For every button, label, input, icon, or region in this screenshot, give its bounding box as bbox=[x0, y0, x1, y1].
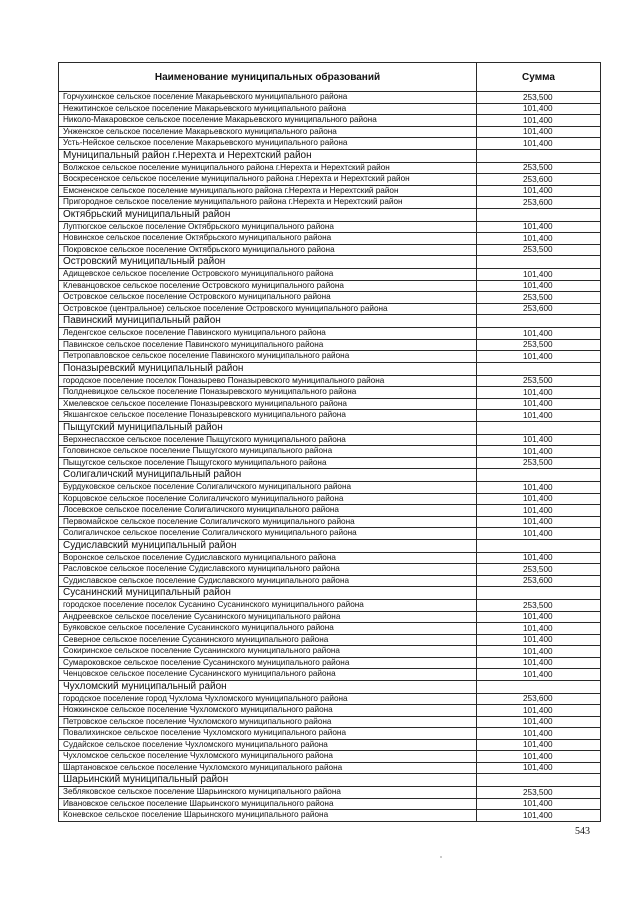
table-row bbox=[59, 810, 601, 822]
sum-cell: 101,400 bbox=[477, 410, 601, 422]
settlement-name-cell: Усть-Нейское сельское поселение Макарьевского муниципального района bbox=[59, 138, 477, 150]
table-row bbox=[59, 387, 601, 399]
table-row bbox=[59, 197, 601, 209]
district-group-row bbox=[59, 149, 601, 162]
sum-cell: 101,400 bbox=[477, 115, 601, 127]
settlement-name-cell: Горчухинское сельское поселение Макарьевского муниципального района bbox=[59, 92, 477, 104]
settlement-name-cell: Полдневицкое сельское поселение Поназыревского муниципального района bbox=[59, 387, 477, 399]
table-row bbox=[59, 162, 601, 174]
settlement-name-cell: Якшангское сельское поселение Поназыревского муниципального района bbox=[59, 410, 477, 422]
sum-cell bbox=[477, 315, 601, 328]
sum-cell: 101,400 bbox=[477, 634, 601, 646]
table-row bbox=[59, 221, 601, 233]
table-row bbox=[59, 244, 601, 256]
sum-cell: 101,400 bbox=[477, 328, 601, 340]
sum-cell: 101,400 bbox=[477, 552, 601, 564]
district-name-cell: Островский муниципальный район bbox=[59, 256, 477, 269]
sum-cell: 101,400 bbox=[477, 646, 601, 658]
table-row bbox=[59, 434, 601, 446]
table-row bbox=[59, 716, 601, 728]
settlement-name-cell: Сокиринское сельское поселение Сусанинского муниципального района bbox=[59, 646, 477, 658]
sum-cell: 101,400 bbox=[477, 728, 601, 740]
sum-cell: 253,600 bbox=[477, 197, 601, 209]
table-row bbox=[59, 280, 601, 292]
sum-cell: 101,400 bbox=[477, 528, 601, 540]
table-row bbox=[59, 269, 601, 281]
table-row bbox=[59, 92, 601, 104]
sum-cell: 253,600 bbox=[477, 693, 601, 705]
settlement-name-cell: городское поселение поселок Поназырево Поназыревского муниципального района bbox=[59, 375, 477, 387]
settlement-name-cell: Головинское сельское поселение Пыщугского муниципального района bbox=[59, 446, 477, 458]
sum-cell: 253,500 bbox=[477, 787, 601, 799]
district-name-cell: Сусанинский муниципальный район bbox=[59, 587, 477, 600]
table-row bbox=[59, 375, 601, 387]
settlement-name-cell: Воронское сельское поселение Судиславского муниципального района bbox=[59, 552, 477, 564]
column-header-sum: Сумма bbox=[477, 63, 601, 92]
sum-cell: 101,400 bbox=[477, 493, 601, 505]
settlement-name-cell: Клеванцовское сельское поселение Островского муниципального района bbox=[59, 280, 477, 292]
table-body bbox=[59, 92, 601, 822]
settlement-name-cell: Зебляковское сельское поселение Шарьинского муниципального района bbox=[59, 787, 477, 799]
district-group-row bbox=[59, 421, 601, 434]
sum-cell: 101,400 bbox=[477, 705, 601, 717]
settlement-name-cell: Лосевское сельское поселение Солигаличского муниципального района bbox=[59, 505, 477, 517]
sum-cell: 253,600 bbox=[477, 174, 601, 186]
table-row bbox=[59, 739, 601, 751]
table-row bbox=[59, 138, 601, 150]
district-group-row bbox=[59, 469, 601, 482]
settlement-name-cell: Унженское сельское поселение Макарьевского муниципального района bbox=[59, 126, 477, 138]
settlement-name-cell: Первомайское сельское поселение Солигаличского муниципального района bbox=[59, 516, 477, 528]
sum-cell bbox=[477, 539, 601, 552]
settlement-name-cell: Петровское сельское поселение Чухломского муниципального района bbox=[59, 716, 477, 728]
sum-cell: 253,500 bbox=[477, 244, 601, 256]
settlement-name-cell: Шартановское сельское поселение Чухломского муниципального района bbox=[59, 762, 477, 774]
table-row bbox=[59, 693, 601, 705]
district-name-cell: Солигаличский муниципальный район bbox=[59, 469, 477, 482]
table-row bbox=[59, 705, 601, 717]
table-row bbox=[59, 634, 601, 646]
budget-allocation-table bbox=[58, 62, 601, 822]
column-header-name: Наименование муниципальных образований bbox=[59, 63, 477, 92]
sum-cell: 253,500 bbox=[477, 162, 601, 174]
sum-cell: 101,400 bbox=[477, 762, 601, 774]
table-row bbox=[59, 351, 601, 363]
district-name-cell: Шарьинский муниципальный район bbox=[59, 774, 477, 787]
table-header-row bbox=[59, 63, 601, 92]
sum-cell: 253,500 bbox=[477, 92, 601, 104]
sum-cell: 253,600 bbox=[477, 303, 601, 315]
sum-cell bbox=[477, 587, 601, 600]
settlement-name-cell: Буяковское сельское поселение Сусанинского муниципального района bbox=[59, 623, 477, 635]
scan-speck bbox=[440, 856, 442, 858]
district-name-cell: Судиславский муниципальный район bbox=[59, 539, 477, 552]
settlement-name-cell: городское поселение поселок Сусанино Сусанинского муниципального района bbox=[59, 600, 477, 612]
sum-cell bbox=[477, 421, 601, 434]
table-row bbox=[59, 646, 601, 658]
sum-cell: 101,400 bbox=[477, 351, 601, 363]
sum-cell: 101,400 bbox=[477, 387, 601, 399]
sum-cell: 253,500 bbox=[477, 600, 601, 612]
table-row bbox=[59, 751, 601, 763]
table-row bbox=[59, 657, 601, 669]
settlement-name-cell: Покровское сельское поселение Октябрьского муниципального района bbox=[59, 244, 477, 256]
sum-cell bbox=[477, 362, 601, 375]
sum-cell bbox=[477, 680, 601, 693]
sum-cell bbox=[477, 774, 601, 787]
settlement-name-cell: городское поселение город Чухлома Чухломского муниципального района bbox=[59, 693, 477, 705]
table-row bbox=[59, 728, 601, 740]
sum-cell: 101,400 bbox=[477, 505, 601, 517]
settlement-name-cell: Леденгское сельское поселение Павинского муниципального района bbox=[59, 328, 477, 340]
sum-cell: 101,400 bbox=[477, 434, 601, 446]
sum-cell: 101,400 bbox=[477, 185, 601, 197]
sum-cell: 101,400 bbox=[477, 798, 601, 810]
table-row bbox=[59, 115, 601, 127]
table-row bbox=[59, 787, 601, 799]
district-name-cell: Павинский муниципальный район bbox=[59, 315, 477, 328]
district-group-row bbox=[59, 256, 601, 269]
table-row bbox=[59, 328, 601, 340]
sum-cell: 101,400 bbox=[477, 221, 601, 233]
sum-cell: 101,400 bbox=[477, 482, 601, 494]
settlement-name-cell: Нежитинское сельское поселение Макарьевского муниципального района bbox=[59, 103, 477, 115]
sum-cell: 101,400 bbox=[477, 233, 601, 245]
settlement-name-cell: Воскресенское сельское поселение муниципального района г.Нерехта и Нерехтский район bbox=[59, 174, 477, 186]
table-row bbox=[59, 575, 601, 587]
district-name-cell: Поназыревский муниципальный район bbox=[59, 362, 477, 375]
settlement-name-cell: Островское (центральное) сельское поселение Островского муниципального района bbox=[59, 303, 477, 315]
settlement-name-cell: Сумароковское сельское поселение Сусанинского муниципального района bbox=[59, 657, 477, 669]
settlement-name-cell: Ивановское сельское поселение Шарьинского муниципального района bbox=[59, 798, 477, 810]
sum-cell: 101,400 bbox=[477, 269, 601, 281]
page-number: 543 bbox=[575, 826, 590, 837]
table-row bbox=[59, 762, 601, 774]
sum-cell: 253,600 bbox=[477, 575, 601, 587]
sum-cell: 101,400 bbox=[477, 516, 601, 528]
settlement-name-cell: Николо-Макаровское сельское поселение Макарьевского муниципального района bbox=[59, 115, 477, 127]
settlement-name-cell: Островское сельское поселение Островского муниципального района bbox=[59, 292, 477, 304]
table-row bbox=[59, 505, 601, 517]
settlement-name-cell: Ченцовское сельское поселение Сусанинского муниципального района bbox=[59, 669, 477, 681]
settlement-name-cell: Судайское сельское поселение Чухломского муниципального района bbox=[59, 739, 477, 751]
sum-cell: 101,400 bbox=[477, 280, 601, 292]
sum-cell: 101,400 bbox=[477, 751, 601, 763]
district-name-cell: Чухломский муниципальный район bbox=[59, 680, 477, 693]
sum-cell: 101,400 bbox=[477, 716, 601, 728]
table-row bbox=[59, 669, 601, 681]
district-group-row bbox=[59, 680, 601, 693]
table-row bbox=[59, 564, 601, 576]
table-row bbox=[59, 126, 601, 138]
sum-cell: 101,400 bbox=[477, 810, 601, 822]
table-row bbox=[59, 457, 601, 469]
sum-cell: 101,400 bbox=[477, 611, 601, 623]
sum-cell: 101,400 bbox=[477, 657, 601, 669]
table-row bbox=[59, 398, 601, 410]
table-row bbox=[59, 303, 601, 315]
sum-cell: 101,400 bbox=[477, 126, 601, 138]
sum-cell: 101,400 bbox=[477, 446, 601, 458]
settlement-name-cell: Павинское сельское поселение Павинского муниципального района bbox=[59, 339, 477, 351]
table-row bbox=[59, 611, 601, 623]
sum-cell: 253,500 bbox=[477, 292, 601, 304]
district-name-cell: Муниципальный район г.Нерехта и Нерехтский район bbox=[59, 149, 477, 162]
district-group-row bbox=[59, 315, 601, 328]
sum-cell bbox=[477, 208, 601, 221]
table-row bbox=[59, 292, 601, 304]
table-row bbox=[59, 528, 601, 540]
table-row bbox=[59, 174, 601, 186]
table-row bbox=[59, 103, 601, 115]
sum-cell: 253,500 bbox=[477, 339, 601, 351]
district-group-row bbox=[59, 587, 601, 600]
sum-cell: 101,400 bbox=[477, 739, 601, 751]
settlement-name-cell: Расловское сельское поселение Судиславского муниципального района bbox=[59, 564, 477, 576]
table-row bbox=[59, 623, 601, 635]
settlement-name-cell: Солигаличское сельское поселение Солигаличского муниципального района bbox=[59, 528, 477, 540]
settlement-name-cell: Корцовское сельское поселение Солигаличского муниципального района bbox=[59, 493, 477, 505]
settlement-name-cell: Волжское сельское поселение муниципального района г.Нерехта и Нерехтский район bbox=[59, 162, 477, 174]
table-row bbox=[59, 233, 601, 245]
settlement-name-cell: Северное сельское поселение Сусанинского муниципального района bbox=[59, 634, 477, 646]
settlement-name-cell: Бурдуковское сельское поселение Солигаличского муниципального района bbox=[59, 482, 477, 494]
sum-cell bbox=[477, 469, 601, 482]
settlement-name-cell: Адищевское сельское поселение Островского муниципального района bbox=[59, 269, 477, 281]
settlement-name-cell: Пригородное сельское поселение муниципального района г.Нерехта и Нерехтский район bbox=[59, 197, 477, 209]
table-row bbox=[59, 482, 601, 494]
settlement-name-cell: Андреевское сельское поселение Сусанинского муниципального района bbox=[59, 611, 477, 623]
sum-cell: 253,500 bbox=[477, 375, 601, 387]
sum-cell: 101,400 bbox=[477, 138, 601, 150]
sum-cell: 101,400 bbox=[477, 398, 601, 410]
sum-cell: 253,500 bbox=[477, 457, 601, 469]
table-row bbox=[59, 600, 601, 612]
settlement-name-cell: Чухломское сельское поселение Чухломского муниципального района bbox=[59, 751, 477, 763]
district-group-row bbox=[59, 208, 601, 221]
sum-cell bbox=[477, 256, 601, 269]
district-group-row bbox=[59, 774, 601, 787]
settlement-name-cell: Повалихинское сельское поселение Чухломского муниципального района bbox=[59, 728, 477, 740]
sum-cell: 253,500 bbox=[477, 564, 601, 576]
sum-cell: 101,400 bbox=[477, 669, 601, 681]
settlement-name-cell: Судиславское сельское поселение Судиславского муниципального района bbox=[59, 575, 477, 587]
district-group-row bbox=[59, 539, 601, 552]
sum-cell: 101,400 bbox=[477, 103, 601, 115]
settlement-name-cell: Ножкинское сельское поселение Чухломского муниципального района bbox=[59, 705, 477, 717]
district-name-cell: Пыщугский муниципальный район bbox=[59, 421, 477, 434]
settlement-name-cell: Хмелевское сельское поселение Поназыревского муниципального района bbox=[59, 398, 477, 410]
settlement-name-cell: Пыщугское сельское поселение Пыщугского муниципального района bbox=[59, 457, 477, 469]
table-row bbox=[59, 798, 601, 810]
table-row bbox=[59, 446, 601, 458]
settlement-name-cell: Новинское сельское поселение Октябрьского муниципального района bbox=[59, 233, 477, 245]
settlement-name-cell: Коневское сельское поселение Шарьинского муниципального района bbox=[59, 810, 477, 822]
district-name-cell: Октябрьский муниципальный район bbox=[59, 208, 477, 221]
district-group-row bbox=[59, 362, 601, 375]
table-row bbox=[59, 410, 601, 422]
table-row bbox=[59, 516, 601, 528]
table-row bbox=[59, 185, 601, 197]
sum-cell: 101,400 bbox=[477, 623, 601, 635]
sum-cell bbox=[477, 149, 601, 162]
settlement-name-cell: Верхнеспасское сельское поселение Пыщугского муниципального района bbox=[59, 434, 477, 446]
table-row bbox=[59, 339, 601, 351]
settlement-name-cell: Емсненское сельское поселение муниципального района г.Нерехта и Нерехтский район bbox=[59, 185, 477, 197]
settlement-name-cell: Луптюгское сельское поселение Октябрьского муниципального района bbox=[59, 221, 477, 233]
table-row bbox=[59, 493, 601, 505]
settlement-name-cell: Петропавловское сельское поселение Павинского муниципального района bbox=[59, 351, 477, 363]
table-row bbox=[59, 552, 601, 564]
